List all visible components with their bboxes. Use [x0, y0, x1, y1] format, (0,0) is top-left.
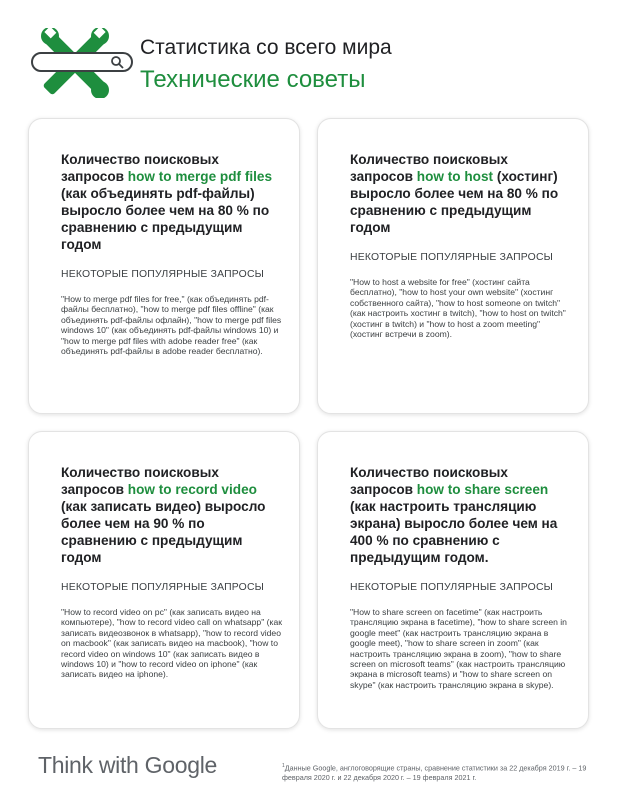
card-body: "How to share screen on facetime" (как настроить трансляцию экрана в facetime), "how to share screen in google meet" (как настроить трансляцию экрана в google meet), "how to share screen in zoom" (как настроить трансляцию экрана в zoom), "how to share screen on microsoft teams" (как настроить трансляцию экрана в microsoft teams) и "how to share screen on skype" (как настроить трансляцию экрана в skype).: [350, 607, 567, 690]
page-subtitle: Технические советы: [140, 66, 366, 93]
heading-text: (как настроить трансляцию экрана) выросло более чем на 400 % по сравнению с предыдущим годом.: [350, 499, 558, 565]
card-label: НЕКОТОРЫЕ ПОПУЛЯРНЫЕ ЗАПРОСЫ: [61, 582, 265, 593]
card-label: НЕКОТОРЫЕ ПОПУЛЯРНЫЕ ЗАПРОСЫ: [350, 582, 554, 593]
card-body: "How to merge pdf files for free," (как объединять pdf-файлы бесплатно), "how to merge pdf files offline" (как объединять pdf-файлы офлайн), "how to merge pdf files windows 10" (как объединять pdf-файлы windows 10) и "how to merge pdf files with adobe reader free" (как объединять pdf-файлы в adobe reader бесплатно).: [61, 294, 282, 357]
card-label: НЕКОТОРЫЕ ПОПУЛЯРНЫЕ ЗАПРОСЫ: [61, 269, 265, 280]
heading-text: (как записать видео) выросло более чем на 90 % по сравнению с предыдущим годом: [61, 499, 266, 565]
footnote: [282, 762, 592, 782]
footnote-marker: 1: [282, 763, 285, 769]
heading-highlight: how to record video: [127, 482, 257, 497]
card-label: НЕКОТОРЫЕ ПОПУЛЯРНЫЕ ЗАПРОСЫ: [350, 252, 554, 263]
tools-search-icon: [28, 28, 138, 98]
card-heading: [61, 464, 283, 566]
think-with-google-logo: [38, 752, 217, 779]
stat-card-record-video: [28, 431, 300, 729]
card-heading: [61, 151, 283, 253]
heading-text: Количество поисковых запросов: [350, 152, 508, 184]
header: [28, 28, 598, 98]
brand-prefix: Think with: [38, 752, 145, 778]
heading-highlight: how to share screen: [416, 482, 549, 497]
heading-text: Количество поисковых запросов: [61, 152, 219, 184]
card-heading: [350, 464, 572, 566]
card-heading: [350, 151, 572, 236]
page-title: Статистика со всего мира: [140, 36, 392, 59]
card-body: "How to host a website for free" (хостинг сайта бесплатно), "how to host your own website" (хостинг собственного сайта), "how to host someone on twitch" (как настроить хостинг в twitch), "how to host on twitch" (хостинг в twitch) и "how to host a zoom meeting" (хостинг встречи в zoom).: [350, 277, 566, 340]
heading-text: Количество поисковых запросов: [61, 465, 219, 497]
heading-text: Количество поисковых запросов: [350, 465, 508, 497]
heading-highlight: how to host: [416, 169, 494, 184]
card-body: "How to record video on pc" (как записать видео на компьютере), "how to record video call on whatsapp" (как записать видеозвонок в whatsapp), "how to record video on macbook" (как записать видео на macbook), "how to record video on windows 10" (как записать видео в windows 10) и "how to record video on iphone" (как записать видео на iphone).: [61, 607, 282, 680]
heading-text: (как объединять pdf-файлы) выросло более чем на 80 % по сравнению с предыдущим годом: [61, 186, 270, 252]
footnote-text: Данные Google, англоговорящие страны, сравнение статистики за 22 декабря 2019 г. – 19 февраля 2020 г. и 22 декабря 2020 г. – 19 февраля 2021 г.: [282, 763, 587, 782]
brand-google: Google: [144, 752, 217, 778]
stat-card-share-screen: [317, 431, 589, 729]
heading-text: (хостинг) выросло более чем на 80 % по сравнению с предыдущим годом: [350, 169, 559, 235]
heading-highlight: how to merge pdf files: [127, 169, 273, 184]
stat-card-host: [317, 118, 589, 414]
stat-card-merge-pdf: [28, 118, 300, 414]
